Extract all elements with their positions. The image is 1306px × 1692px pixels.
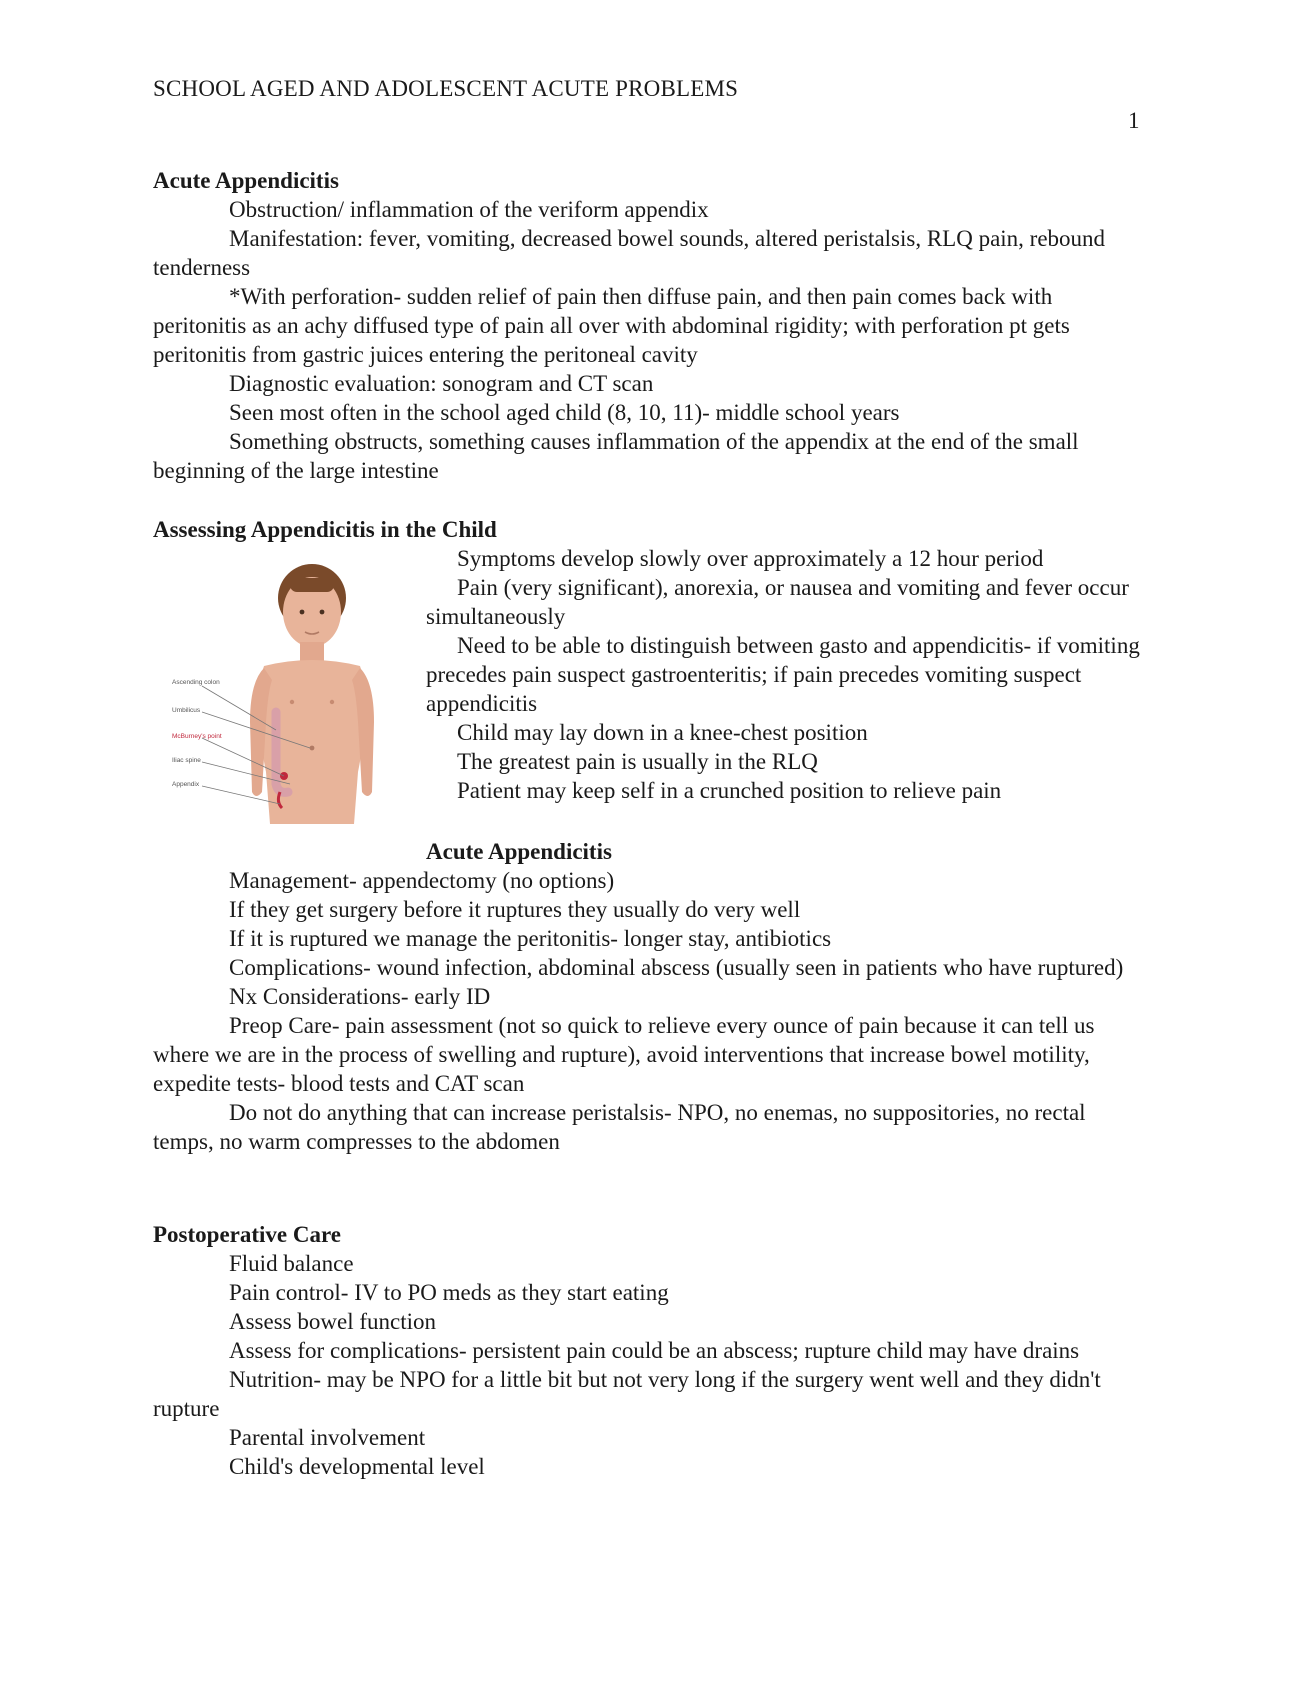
paragraph: *With perforation- sudden relief of pain then diffuse pain, and then pain comes back with peritonitis as an achy diffused type of pain all over with abdominal rigidity; with perforation pt gets peritonitis from gastric juices entering the peritoneal cavity: [153, 284, 1070, 367]
section-postoperative-care: [153, 1220, 1143, 1481]
paragraph: Need to be able to distinguish between gasto and appendicitis- if vomiting precedes pain suspect gastroenteritis; if pain precedes vomiting suspect appendicitis: [426, 633, 1140, 716]
paragraph: Assess for complications- persistent pain could be an abscess; rupture child may have drains: [229, 1338, 1080, 1363]
paragraph: Seen most often in the school aged child (8, 10, 11)- middle school years: [229, 400, 900, 425]
paragraph: Obstruction/ inflammation of the veriform appendix: [229, 197, 709, 222]
section-heading: Acute Appendicitis: [153, 168, 339, 193]
paragraph: Preop Care- pain assessment (not so quick to relieve every ounce of pain because it can tell us where we are in the process of swelling and rupture), avoid interventions that increase bowel motility, expedite tests- blood tests and CAT scan: [153, 1013, 1095, 1096]
assessment-list: [426, 544, 1146, 805]
paragraph: If it is ruptured we manage the peritonitis- longer stay, antibiotics: [229, 926, 832, 951]
paragraph: Parental involvement: [229, 1425, 426, 1450]
figure-label: McBurney's point: [172, 733, 222, 740]
figure-label: Appendix: [172, 781, 200, 788]
paragraph: Nutrition- may be NPO for a little bit but not very long if the surgery went well and they didn't rupture: [153, 1367, 1101, 1421]
paragraph: If they get surgery before it ruptures they usually do very well: [229, 897, 801, 922]
child-anatomy-figure: [172, 562, 406, 832]
figure-label: Umbilicus: [172, 707, 201, 714]
figure-label: Ascending colon: [172, 679, 220, 686]
paragraph: Do not do anything that can increase peristalsis- NPO, no enemas, no suppositories, no rectal temps, no warm compresses to the abdomen: [153, 1100, 1086, 1154]
paragraph: The greatest pain is usually in the RLQ: [457, 749, 818, 774]
paragraph: Manifestation: fever, vomiting, decreased bowel sounds, altered peristalsis, RLQ pain, rebound tenderness: [153, 226, 1106, 280]
section-management: [153, 866, 1143, 1156]
paragraph: Child's developmental level: [229, 1454, 485, 1479]
paragraph: Something obstructs, something causes inflammation of the appendix at the end of the small beginning of the large intestine: [153, 429, 1079, 483]
paragraph: Fluid balance: [229, 1251, 354, 1276]
section-acute-appendicitis: [153, 166, 1143, 485]
paragraph: Pain (very significant), anorexia, or nausea and vomiting and fever occur simultaneously: [426, 575, 1129, 629]
paragraph: Symptoms develop slowly over approximately a 12 hour period: [457, 546, 1044, 571]
paragraph: Diagnostic evaluation: sonogram and CT scan: [229, 371, 654, 396]
section-heading: Assessing Appendicitis in the Child: [153, 517, 497, 542]
figure-label: Iliac spine: [172, 757, 201, 764]
paragraph: Patient may keep self in a crunched position to relieve pain: [457, 778, 1002, 803]
paragraph: Child may lay down in a knee-chest position: [457, 720, 868, 745]
section-heading: Acute Appendicitis: [426, 839, 612, 864]
section-heading: Postoperative Care: [153, 1222, 341, 1247]
paragraph: Pain control- IV to PO meds as they start eating: [229, 1280, 669, 1305]
paragraph: Complications- wound infection, abdominal abscess (usually seen in patients who have ruptured): [229, 955, 1124, 980]
paragraph: Management- appendectomy (no options): [229, 868, 615, 893]
running-header: SCHOOL AGED AND ADOLESCENT ACUTE PROBLEMS: [153, 76, 739, 101]
child-illustration: [172, 562, 406, 832]
paragraph: Nx Considerations- early ID: [229, 984, 491, 1009]
paragraph: Assess bowel function: [229, 1309, 436, 1334]
page-number: 1: [1128, 108, 1140, 133]
